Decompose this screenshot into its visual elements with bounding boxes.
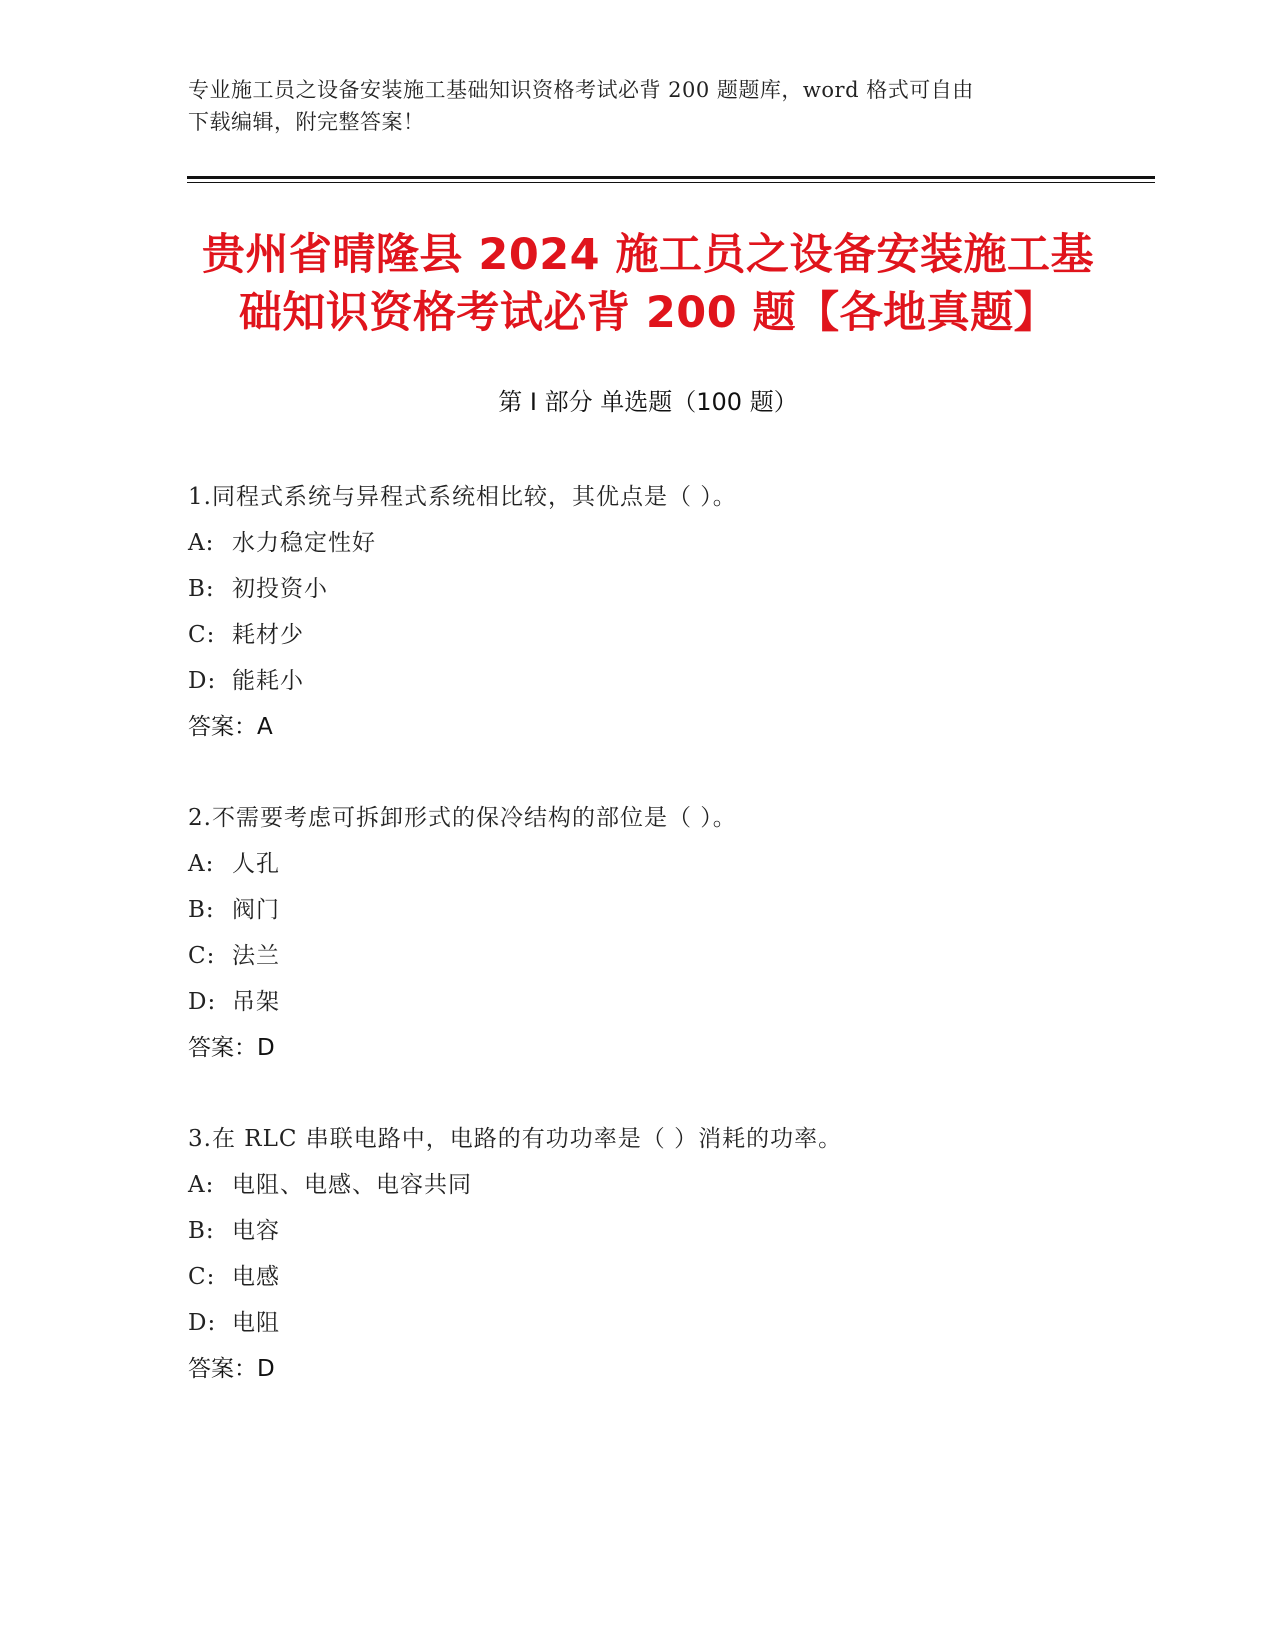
option-letter: B: [188,576,215,602]
section-title: 第 I 部分 单选题（100 题） [498,388,798,416]
document-title-line: 础知识资格考试必背 200 题【各地真题】 [238,288,1058,338]
option-letter: C: [188,943,216,969]
document-title [188,226,1108,342]
question-option [188,1254,1088,1300]
question-option [188,1162,1088,1208]
header-divider-thick [187,176,1155,179]
question-option [188,566,1088,612]
question-stem: 1.同程式系统与异程式系统相比较，其优点是（ ）。 [188,484,737,510]
option-text: 电容 [232,1218,280,1244]
question-option [188,520,1088,566]
option-text: 法兰 [232,943,280,969]
option-text: 初投资小 [232,576,328,602]
option-letter: D: [188,668,217,694]
option-letter: C: [188,622,216,648]
option-letter: B: [188,897,215,923]
question-answer: 答案：A [188,714,273,740]
option-letter: C: [188,1264,216,1290]
question-stem: 2.不需要考虑可拆卸形式的保冷结构的部位是（ ）。 [188,805,737,831]
option-text: 吊架 [232,989,280,1015]
option-letter: D: [188,1310,217,1336]
document-title-line: 贵州省晴隆县 2024 施工员之设备安装施工基 [201,230,1095,280]
header-note [188,74,1068,138]
question-list [188,474,1088,1437]
question-option [188,1300,1088,1346]
option-text: 耗材少 [232,622,304,648]
question-option [188,979,1088,1025]
header-note-line: 专业施工员之设备安装施工基础知识资格考试必背 200 题题库，word 格式可自由 [188,78,974,102]
option-letter: A: [188,1172,215,1198]
question-option [188,887,1088,933]
header-divider-thin [187,182,1155,183]
option-text: 水力稳定性好 [232,530,376,556]
question-answer: 答案：D [188,1035,275,1061]
question-stem: 3.在 RLC 串联电路中，电路的有功功率是（ ）消耗的功率。 [188,1126,843,1152]
option-letter: D: [188,989,217,1015]
question-option [188,658,1088,704]
question-option [188,933,1088,979]
question-answer: 答案：D [188,1356,275,1382]
question-option [188,612,1088,658]
option-text: 阀门 [232,897,280,923]
question-item [188,795,1088,1071]
question-item [188,1116,1088,1392]
option-letter: B: [188,1218,215,1244]
question-item [188,474,1088,750]
option-text: 电感 [232,1264,280,1290]
option-letter: A: [188,851,215,877]
option-text: 电阻 [232,1310,280,1336]
question-option [188,1208,1088,1254]
option-text: 人孔 [232,851,280,877]
option-text: 电阻、电感、电容共同 [232,1172,472,1198]
header-note-line: 下载编辑，附完整答案！ [188,110,425,134]
option-letter: A: [188,530,215,556]
option-text: 能耗小 [232,668,304,694]
question-option [188,841,1088,887]
